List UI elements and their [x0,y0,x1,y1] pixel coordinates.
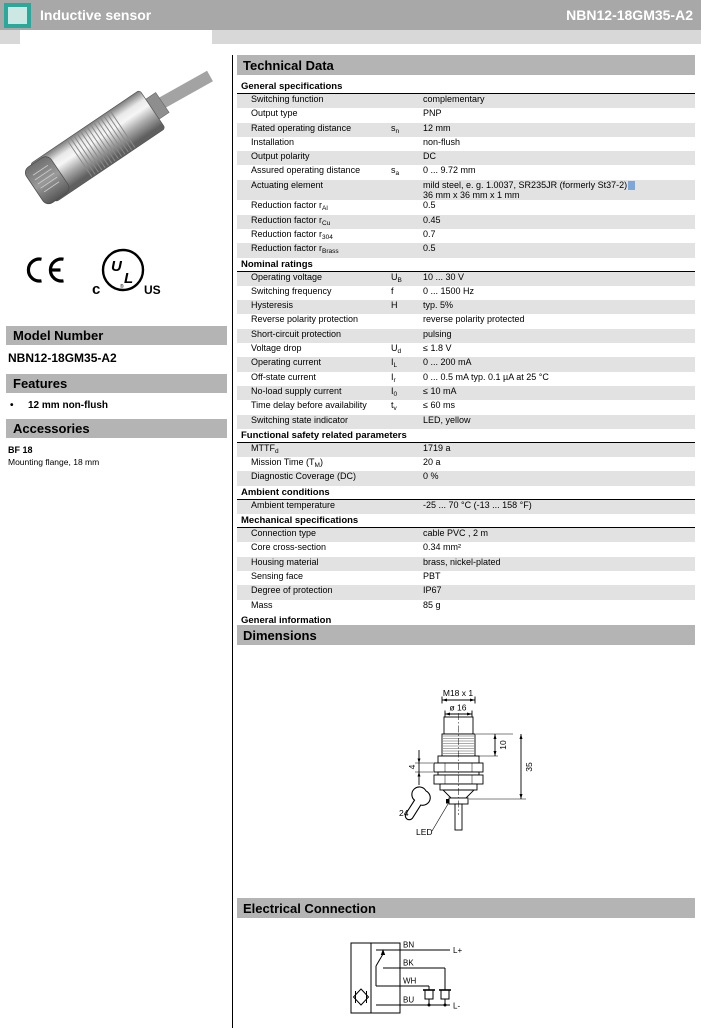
spec-row [237,272,695,286]
spec-row [237,400,695,414]
spec-value: reverse polarity protected [423,314,525,325]
ul-mark-icon [84,244,162,304]
feature-item [10,400,108,411]
spec-section-heading: Mechanical specifications [237,515,695,528]
spec-value: brass, nickel-plated [423,556,501,567]
spec-symbol [391,243,423,257]
spec-value: 1719 a [423,442,451,453]
spec-value: DC [423,151,436,162]
spec-label: Reduction factor $r_{Brass}$ [251,243,339,256]
terminal-label-minus: L- [453,1001,461,1011]
spec-row [237,571,695,585]
spec-row [237,557,695,571]
spec-symbol [391,528,423,542]
spec-label: Ambient temperature [251,499,336,510]
spec-row [237,94,695,108]
dim-label-front-length: 10 [498,740,508,750]
spec-label: Output type [251,108,298,119]
spec-value: 0 ... 9.72 mm [423,165,476,176]
spec-value: PBT [423,570,441,581]
wiring-diagram [343,938,523,1028]
bullet: • [10,400,14,411]
spec-row [237,108,695,122]
spec-row [237,137,695,151]
spec-section-heading: Ambient conditions [237,487,695,500]
spec-row [237,600,695,614]
main-content [232,55,701,1028]
spec-row [237,415,695,429]
wire-label-bn: BN [403,940,415,950]
spec-row [237,314,695,328]
spec-row [237,528,695,542]
spec-row [237,585,695,599]
spec-symbol [391,329,423,343]
spec-value: PNP [423,108,442,119]
spec-value: 0 % [423,471,439,482]
spec-value: ≤ 10 mA [423,385,457,396]
spec-symbol: $I_r$ [391,371,396,384]
dim-label-wrench-size: 24 [399,808,409,818]
product-photo [14,58,216,240]
accessories-heading: Accessories [6,419,227,438]
sidebar [0,44,231,1028]
accessory-name: BF 18 [8,445,33,455]
spec-row [237,123,695,137]
spec-row [237,372,695,386]
spec-label: Hysteresis [251,300,294,311]
spec-label: Diagnostic Coverage (DC) [251,471,357,482]
spec-symbol [391,443,423,457]
wrench-icon [405,787,430,820]
spec-row [237,229,695,243]
spec-symbol [391,585,423,599]
spec-row [237,300,695,314]
spec-label: Installation [251,136,295,147]
dim-label-nut-thickness: 4 [407,764,417,770]
spec-row [237,357,695,371]
spec-row [237,200,695,214]
spec-label: Short-circuit protection [251,328,342,339]
electrical-connection-heading: Electrical Connection [237,898,695,918]
spec-value: 0.34 mm² [423,542,462,553]
ul-letter-u: U [111,258,122,275]
spec-symbol: H [391,300,398,311]
ul-letter-l: L [124,270,134,287]
terminal-label-plus: L+ [453,946,463,955]
spec-value: IP67 [423,585,442,596]
spec-label: Off-state current [251,371,316,382]
spec-row [237,500,695,514]
spec-symbol [391,542,423,556]
spec-label: Reduction factor $r_{Al}$ [251,200,328,213]
wire-label-wh: WH [403,976,417,986]
spec-section-heading: Nominal ratings [237,259,695,272]
spec-label: Switching state indicator [251,414,349,425]
electrical-figure [237,918,695,1028]
dimensions-figure [237,645,695,898]
spec-label: Operating current [251,357,322,368]
wire-label-bu: BU [403,995,415,1005]
spec-value: typ. 5% [423,300,454,311]
spec-row [237,286,695,300]
spec-label: Actuating element [251,179,324,190]
spec-label: Switching frequency [251,285,332,296]
spec-value: 12 mm [423,122,451,133]
spec-row [237,151,695,165]
spec-symbol [391,229,423,243]
dim-label-diameter: ø 16 [449,702,467,713]
spec-symbol: $t_v$ [391,400,397,413]
spec-label: Voltage drop [251,343,302,354]
spec-label: Assured operating distance [251,165,361,176]
spec-symbol: f [391,285,394,296]
annotation-highlight[interactable] [628,181,635,190]
model-number-value: NBN12-18GM35-A2 [8,351,117,365]
spec-symbol [391,180,423,201]
spec-row [237,329,695,343]
dim-label-thread: M18 x 1 [442,688,474,698]
spec-value: -25 ... 70 °C (-13 ... 158 °F) [423,499,532,510]
spec-label: Connection type [251,528,317,539]
sensor-cable [160,76,210,104]
spec-symbol [391,94,423,108]
spec-value: 0.5 [423,243,436,254]
features-heading: Features [6,374,227,393]
spec-row [237,180,695,201]
spec-row [237,471,695,485]
spec-symbol [391,200,423,214]
spec-row [237,443,695,457]
spec-value: LED, yellow [423,414,471,425]
spec-symbol: $U_B$ [391,271,402,284]
spec-row [237,243,695,257]
spec-section-heading: General information [237,615,695,625]
spec-symbol: $I_L$ [391,357,398,370]
spec-label: Degree of protection [251,585,333,596]
spec-value: cable PVC , 2 m [423,528,489,539]
spec-value: 0 ... 1500 Hz [423,285,475,296]
spec-symbol: $I_0$ [391,385,398,398]
spec-row [237,386,695,400]
spec-value: 0.45 [423,214,441,225]
spec-symbol [391,471,423,485]
ce-mark-icon [22,252,66,288]
spec-value: 0.5 [423,200,436,211]
spec-symbol: $U_d$ [391,343,402,356]
ul-registered: ® [120,284,124,290]
spec-row [237,542,695,556]
spec-label: Output polarity [251,151,310,162]
dim-label-body-length: 35 [524,762,534,772]
spec-label: Reverse polarity protection [251,314,359,325]
spec-label: Mission Time $(T_M)$ [251,457,323,470]
spec-value: 85 g [423,599,441,610]
dim-label-led: LED [416,827,433,837]
technical-table [237,80,695,625]
spec-symbol [391,151,423,165]
ul-us-label: US [144,283,161,297]
model-number-heading: Model Number [6,326,227,345]
spec-value: non-flush [423,136,461,147]
spec-value: complementary [423,94,485,104]
spec-symbol [391,415,423,429]
spec-label: No-load supply current [251,385,342,396]
spec-symbol [391,571,423,585]
technical-data-heading: Technical Data [237,55,695,75]
part-number: NBN12-18GM35-A2 [566,7,693,23]
spec-value: 0.7 [423,228,436,239]
spec-label: Mass [251,599,273,610]
wire-label-bk: BK [403,958,414,968]
spec-label: Switching function [251,94,324,104]
spec-label: Rated operating distance [251,122,352,133]
spec-value: mild steel, e. g. 1.0037, SR235JR (formerly St37-2) 36 mm x 36 mm x 1 mm [423,180,695,201]
spec-value: 0 ... 0.5 mA typ. 0.1 µA at 25 °C [423,371,549,382]
brand-logo-icon [4,3,31,28]
header-substrip [0,30,701,44]
spec-label: Operating voltage [251,271,323,282]
spec-symbol [391,500,423,514]
spec-value: ≤ 1.8 V [423,343,452,354]
spec-symbol [391,600,423,614]
spec-label: Sensing face [251,570,304,581]
spec-symbol [391,137,423,151]
spec-label: Reduction factor $r_{Cu}$ [251,214,331,227]
header-substrip-notch [20,30,212,44]
spec-symbol [391,215,423,229]
spec-label: $MTTF_d$ [251,442,279,455]
spec-value: 20 a [423,457,441,468]
dimensions-heading: Dimensions [237,625,695,645]
spec-label: Core cross-section [251,542,327,553]
spec-label: Housing material [251,556,319,567]
led-indicator-mark [446,799,450,804]
spec-value: 10 ... 30 V [423,271,465,282]
spec-section-heading: Functional safety related parameters [237,430,695,443]
sensor-body [22,83,175,207]
spec-symbol [391,457,423,471]
spec-row [237,457,695,471]
spec-label: Time delay before availability [251,400,367,411]
spec-symbol: $s_n$ [391,122,400,135]
spec-symbol [391,557,423,571]
spec-row [237,165,695,179]
spec-value: pulsing [423,328,452,339]
spec-symbol [391,314,423,328]
feature-text: 12 mm non-flush [28,400,109,411]
ul-c-label: c [92,281,101,298]
spec-symbol: $s_a$ [391,165,400,178]
spec-value: 0 ... 200 mA [423,357,472,368]
spec-row [237,215,695,229]
spec-value: ≤ 60 ms [423,400,455,411]
product-family-title: Inductive sensor [40,7,152,23]
spec-section-heading: General specifications [237,81,695,94]
accessory-description: Mounting flange, 18 mm [8,457,100,467]
spec-label: Reduction factor $r_{304}$ [251,228,333,241]
spec-symbol [391,108,423,122]
spec-row [237,343,695,357]
page-header [0,0,701,30]
dimension-drawing [385,687,635,862]
